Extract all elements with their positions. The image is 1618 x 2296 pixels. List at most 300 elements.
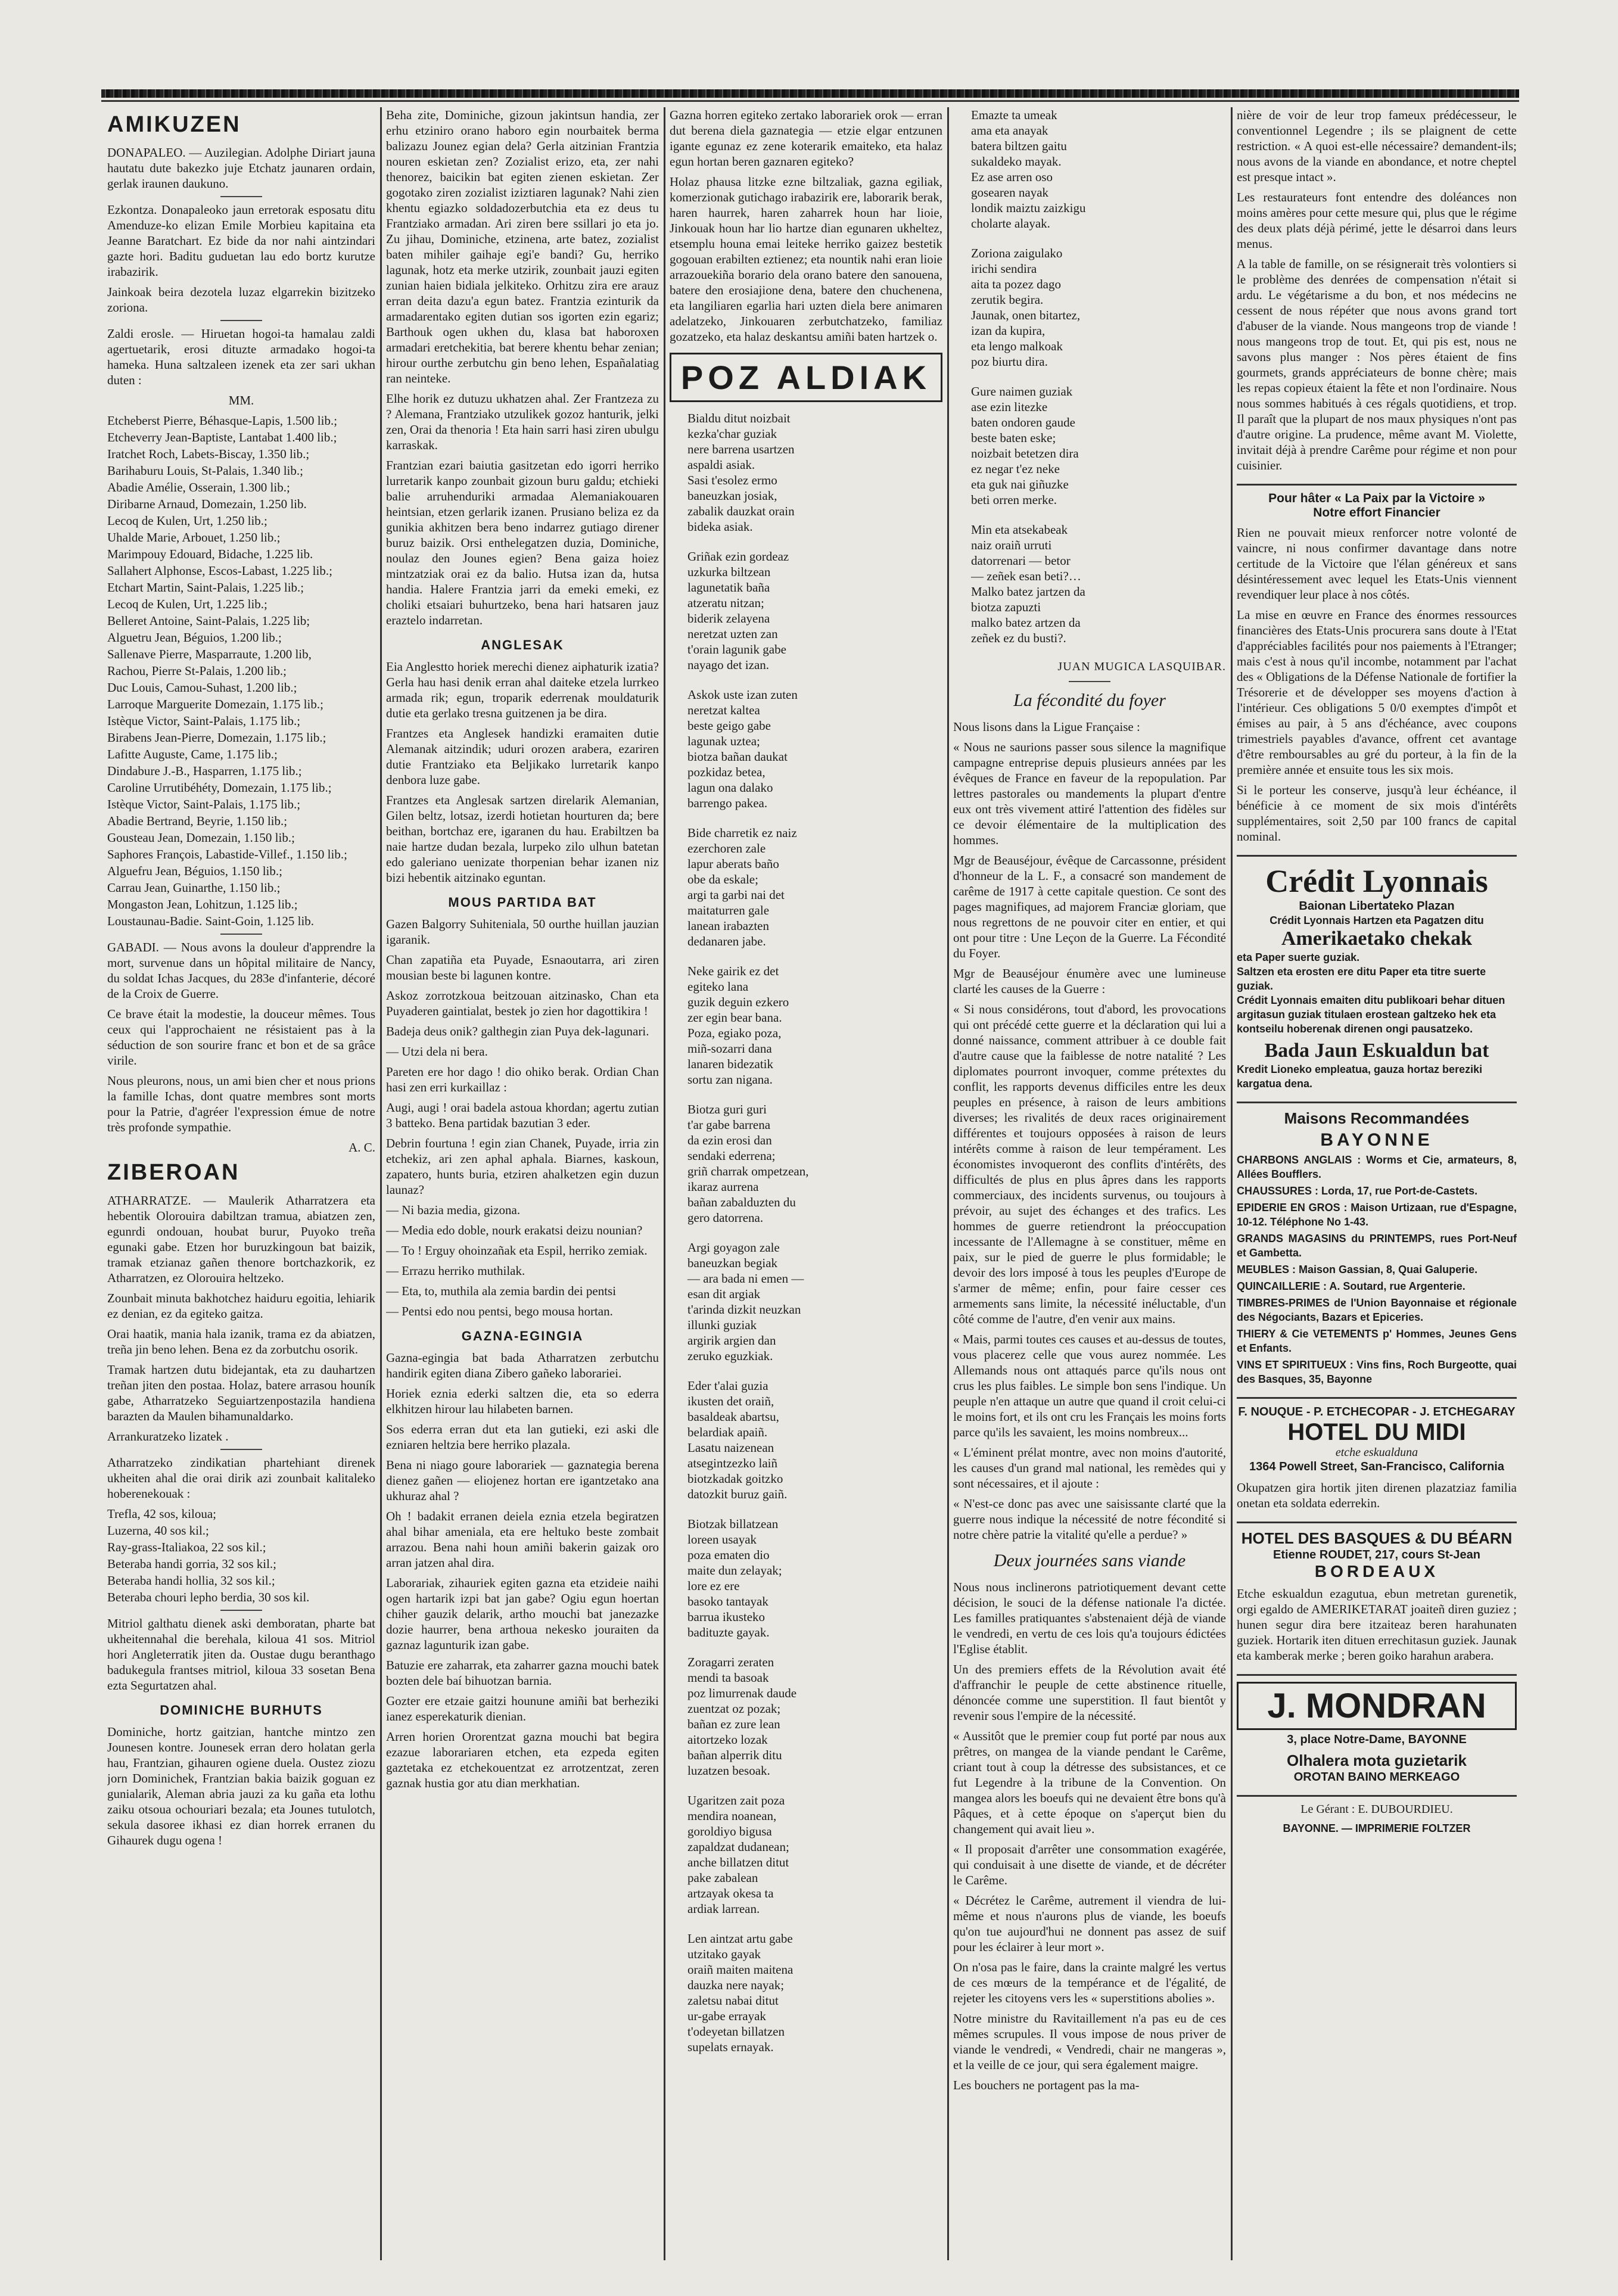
paragraph: Chan zapatiña eta Puyade, Esnaoutarra, ari ziren mousian beste bi lagunen kontre. (386, 953, 659, 982)
paragraph: Mgr de Beauséjour, évêque de Carcassonne, président d'honneur de la L. F., a consacré son mandement de carême de 1917 à cette capitale question. Ce sont des pages magnifiques, ad majorem Franciæ gloriam, que nous regrettons de ne pouvoir citer en entier, et qui ont pour titre : Une Leçon de la Guerre. La Fécondité du Foyer. (953, 853, 1226, 960)
verse-line: baten ondoren gaude (971, 415, 1075, 430)
verse-line: argi ta garbi nai det (687, 888, 785, 902)
verse-line: biderik zelayena (687, 611, 770, 626)
verse-line: poza ematen dio (687, 1548, 770, 1562)
verse-line: zuentzat oz pozak; (687, 1701, 781, 1716)
notice-subtitle: Notre effort Financier (1313, 506, 1440, 519)
list-item: Sallahert Alphonse, Escos-Labast, 1.225 lib.; (107, 564, 332, 578)
list-item: Dindabure J.-B., Hasparren, 1.175 lib.; (107, 764, 302, 778)
list-item: Barihaburu Louis, St-Palais, 1.340 lib.; (107, 463, 303, 478)
financial-notice (1237, 484, 1517, 844)
verse-line: atzeratu nitzan; (687, 596, 764, 610)
stanza (953, 384, 1226, 508)
paragraph: Orai haatik, mania hala izanik, trama ez da abiatzen, treña jin beno lehen. Bena ez da zorbutchu osorik. (107, 1327, 375, 1357)
paragraph: Arrankuratzeko lizatek . (107, 1429, 229, 1443)
verse-line: aita ta pozez dago (971, 277, 1061, 291)
verse-line: aitortzeko lozak (687, 1732, 768, 1747)
verse-line: nere barrena usartzen (687, 442, 795, 456)
list-item: Beteraba handi hollia, 32 sos kil.; (107, 1573, 275, 1588)
list-item: EPIDERIE EN GROS : Maison Urtizaan, rue d'Espagne, 10-12. Téléphone No 1-43. (1237, 1202, 1517, 1228)
paragraph: Gazna horren egiteko zertako laborariek orok — erran dut berena diela gaznategia — etzie elgar entzunen igante egunaz ez zene koterarik emaiteko, eta halaz egun hortan beren gaznaren egiteko? (670, 108, 942, 169)
verse-line: Len aintzat artu gabe (687, 1931, 793, 1946)
column-2 (386, 107, 659, 2260)
paragraph: Rien ne pouvait mieux renforcer notre volonté de vaincre, ni nous confirmer davantage dans notre certitude de la Victoire que l'élan généreux et sans désintéressement avec lequel les Etats-Unis viennent revendiquer leur place à nos côtés. (1237, 525, 1517, 602)
ad-line: Crédit Lyonnais emaiten ditu publikoari behar dituen argitasun guziak titulaen erostean galtzeko hek eta kontseilu hoberenak direnen ongi pausatzeko. (1237, 994, 1505, 1035)
verse-line: sortu zan nigana. (687, 1072, 773, 1087)
ad-line: Kredit Lioneko empleatua, gauza hortaz bereziki kargatua dena. (1237, 1063, 1483, 1090)
stanza (953, 522, 1226, 646)
footer (1237, 1795, 1517, 1835)
paragraph: Gozter ere etzaie gaitzi hounune amiñi bat berheziki ianez esperekaturik dienian. (386, 1694, 659, 1723)
list-item: Alguetru Jean, Béguios, 1.200 lib.; (107, 630, 282, 645)
verse-line: noizbait betetzen dira (971, 446, 1079, 461)
verse-line: baneuzkan begiak (687, 1256, 778, 1270)
list-item: Larroque Marguerite Domezain, 1.175 lib.; (107, 697, 323, 711)
verse-line: miñ-sozarri dana (687, 1041, 772, 1056)
verse-line: nayago det izan. (687, 658, 770, 672)
paragraph: Askoz zorrotzkoua beitzouan aitzinasko, Chan eta Puyaderen gaintialat, bestek jo zien hor dagottikira ! (386, 988, 659, 1018)
verse-line: guzik deguin ezkero (687, 995, 789, 1009)
paragraph: Un des premiers effets de la Révolution avait été d'affranchir le peuple de cette abstinence rituelle, dénoncée comme une superstition. Il faut bientôt y revenir sous l'empire de la nécessité. (953, 1662, 1226, 1723)
verse-line: sukaldeko mayak. (971, 154, 1062, 169)
list-item: Trefla, 42 sos, kiloua; (107, 1507, 216, 1521)
verse-line: basoko tantayak (687, 1594, 768, 1609)
paragraph: « L'éminent prélat montre, avec non moins d'autorité, les causes d'un grand mal national, les remèdes qui y sont nécessaires, et il ajoute : (953, 1445, 1226, 1491)
verse-line: zerutik begira. (971, 293, 1044, 307)
stanza (670, 825, 942, 949)
verse-line: illunki guziak (687, 1318, 757, 1332)
list-item: CHARBONS ANGLAIS : Worms et Cie, armateurs, 8, Allées Boufflers. (1237, 1154, 1517, 1180)
verse-line: Biotza guri guri (687, 1102, 767, 1116)
verse-line: biotza zapuzti (971, 600, 1041, 614)
ad-line-list (1237, 1153, 1517, 1386)
paragraph: DONAPALEO. — Auzilegian. Adolphe Diriart jauna hautatu dute bakezko juje Etchatz jaunaren ordain, gerlak iraunen daukuno. (107, 145, 375, 191)
verse-line: pozkidaz betea, (687, 765, 766, 779)
paragraph: Augi, augi ! orai badela astoua khordan; agertu zutian 3 batteko. Bena partidak bazutian 3 eder. (386, 1100, 659, 1130)
paragraph: Elhe horik ez dutuzu ukhatzen ahal. Zer Frantzeza zu ? Alemana, Frantziako utzulikek gozoz hanturik, jelki zen, Orai da thenoria ! Eta hain sarri hasi ziren ubulgu karraskak. (386, 391, 659, 452)
list-item: Alguefru Jean, Béguios, 1.150 lib.; (107, 864, 282, 878)
ad-line: eta Paper suerte guziak. (1237, 951, 1360, 963)
verse-line: Ez ase arren oso (971, 170, 1053, 184)
list-item: CHAUSSURES : Lorda, 17, rue Port-de-Castets. (1237, 1185, 1478, 1197)
paragraph: nière de voir de leur trop fameux prédécesseur, le conventionnel Legendre ; ils se plaignent de cette restriction. « A quoi est-elle nécessaire? demandent-ils; nous avons de la viande en abondance, et notre cheptel est presque intact ». (1237, 108, 1517, 184)
ad-title: HOTEL DES BASQUES & DU BÉARN (1241, 1529, 1513, 1547)
verse-line: londik maiztu zaizkigu (971, 201, 1086, 215)
divider (220, 196, 262, 197)
paragraph: Si le porteur les conserve, jusqu'à leur échéance, il bénéficie à ce moment de six mois d'intérêts supplémentaires, soit 2,50 par 100 francs de capital nominal. (1237, 783, 1517, 844)
verse-line: bideka asiak. (687, 519, 753, 534)
ad-line: Bada Jaun Eskualdun bat (1264, 1040, 1489, 1062)
stanza (953, 245, 1226, 369)
verse-line: Emazte ta umeak (971, 108, 1057, 122)
ad-title: Crédit Lyonnais (1265, 863, 1488, 899)
seed-price-list (107, 1506, 375, 1605)
verse-line: naiz oraiñ urruti (971, 538, 1052, 552)
verse-line: eta guk nai giñuzke (971, 477, 1069, 491)
ad-line: Baionan Libertateko Plazan (1299, 900, 1455, 913)
verse-line: lanaren bidezatik (687, 1057, 774, 1071)
verse-line: izan da kupira, (971, 323, 1046, 338)
verse-line: — ara bada ni emen — (687, 1271, 804, 1286)
verse-line: Ugaritzen zait poza (687, 1793, 785, 1807)
verse-line: goroldiyo bigusa (687, 1824, 772, 1838)
stanza (670, 1654, 942, 1778)
verse-line: gosearen nayak (971, 185, 1049, 200)
list-item: Sallenave Pierre, Masparraute, 1.200 lib, (107, 647, 312, 661)
verse-line: biotza bañan daukat (687, 749, 788, 764)
verse-line: ikaraz aurrena (687, 1180, 759, 1194)
column-4 (953, 107, 1226, 2260)
verse-line: beste baten eske; (971, 431, 1056, 445)
list-heading: MM. (228, 393, 254, 407)
paragraph: Okupatzen gira hortik jiten direnen plazatziaz familia onetan eta soldata ederrekin. (1237, 1480, 1517, 1510)
article-title: La fécondité du foyer (1013, 690, 1166, 710)
list-item: GRANDS MAGASINS du PRINTEMPS, rues Port-Neuf et Gambetta. (1237, 1233, 1517, 1259)
verse-line: pake zabalean (687, 1871, 758, 1885)
paragraph: GABADI. — Nous avons la douleur d'apprendre la mort, survenue dans un hôpital militaire de Nancy, du soldat Ichas Jacques, du 283e d'infanterie, décoré de la Croix de Guerre. (107, 940, 375, 1001)
paragraph: Badeja deus onik? galthegin zian Puya dek-lagunari. (386, 1024, 649, 1038)
column-3 (670, 107, 942, 2260)
paragraph: Frantzian ezari baiutia gasitzetan edo igorri herriko lurretarik kanpo zounbait gizoun buru galdu; etchieki balie arruhenduriki armadaa Alemaniakouaren heintsian, etzen gerlarik izanen. Prusiano beliza ez da gunikia akhitzen bera beno indarrez gutiago direner buruz baizik. Orsi enthelegatzen duzia, Dominiche, noulaz den Jounes egien? Bena gaiza hoiez mintzatziak orai ez da balio. Hutsa izan da, hutsa handia. Halere Frantzia jarri da emeki emeki, ez choliki etsaiari buhurtzeko, bena hari hatsaren jauz eraztelo indarretan. (386, 458, 659, 627)
stanza (953, 107, 1226, 231)
list-item: Loustaunau-Badie. Saint-Goin, 1.125 lib. (107, 914, 315, 928)
verse-line: supelats ernayak. (687, 2040, 774, 2054)
verse-line: cholarte alayak. (971, 216, 1050, 231)
paragraph: — Utzi dela ni bera. (386, 1044, 488, 1059)
paragraph: Nous pleurons, nous, un ami bien cher et nous prions la famille Ichas, dont quatre membres sont morts pour la Patrie, d'agréer l'expression émue de notre très profonde sympathie. (107, 1074, 375, 1134)
paragraph: Ce brave était la modestie, la douceur mêmes. Tous ceux qui l'approchaient ne résistaient pas à la séduction de son sourire franc et bon et de sa grâce virile. (107, 1007, 375, 1068)
paragraph: Ezkontza. Donapaleoko jaun erretorak esposatu ditu Amenduze-ko elizan Emile Morbieu kapitaina eta Jeanne Baratchart. Ez bide da nor nahi aintzindari gazte hori. Baditu guduetan lau edo bortz kurutze irabazirik. (107, 203, 375, 279)
paragraph: Beha zite, Dominiche, gizoun jakintsun handia, zer erhu etziniro orano haboro egin nourbaitek berma balizazu Jounez egian dela? Gerla aitzinian Frantzia nouren eskietan zen? Zozialist erizo, eta, zer nahi thenorez, baicikin bat egiten zienen eskietan. Zer gogotako ziren zozialist iziztiaren lagunak? Nahi zien khentu egiazko soldadozerbutchia eta ez deus tu Frantziako armadan. Ari ziren bere ssillari jo eta jo. Zu jihau, Dominiche, etzinena, arte batez, zozialist baten mihiler gaihaje egi'e bandi? Gu, herriko lagunak, hotz eta merke utzirik, zounbait jauzi egiten zunian haien bidiala jelkiteko. Orhitzu zira ere arauz erran deita dazu'a egun batez. Frantzia ezinturik da armadarentako egiten dutian sos igorten ezin egariz; Barthouk ogen ukhen du, klasa bat haboroxen armadari eretchekitia, bat berere khentu behar zenian; hirour ourthe zerbutchu gin beno lehen, Españalatiag ran neinteke. (386, 108, 659, 385)
paragraph: Laborariak, zihauriek egiten gazna eta etzideie naihi ogen hartarik izpi bat jan gabe? Ogiu egun hoertan chiher gauzik delarik, artho mouchi bat janezazke dozie haurrer, bena arthoua nekesko jouraiten da gaznaz lagunturik izan gabe. (386, 1576, 659, 1652)
verse-line: loreen usayak (687, 1532, 757, 1547)
list-item: Lecoq de Kulen, Urt, 1.250 lib.; (107, 514, 267, 528)
paragraph: Frantzes eta Anglesak sartzen direlarik Alemanian, Gilen beltz, lotsaz, izerdi hotietan hourturen da; bere beithan, bortchaz ere, igaranen du hau. Erabiltzen ba naie hartze dudan bezala, lurpeko zilo ulhun batetan edo galeriano uenizate thorpenian behar izanen niz bizi hebentik aitzinako eguntan. (386, 793, 659, 885)
paragraph: La mise en œuvre en France des énormes ressources financières des Etats-Unis procurera sans doute à l'Etat d'appréciables facilités pour nos paiements à l'Etranger; mais c'est à nous qu'il incombe, notamment par l'achat des « Obligations de la Défense Nationale de fortifier la Trésorerie et de développer ses moyens d'action à l'intérieur. Ces obligations 5 0/0 exemptes d'impôt et émises au pair, à 5 ans d'échéance, avec coupons trimestriels payables d'avance, offrent cet avantage d'être remboursables au gré du porteur, à la fin de la première année et ensuite tous les six mois. (1237, 608, 1517, 777)
paragraph: Mgr de Beauséjour énumère avec une lumineuse clarté les causes de la Guerre : (953, 966, 1226, 996)
list-item: Abadie Amélie, Osserain, 1.300 lib.; (107, 480, 290, 494)
top-rule-thin (101, 100, 1519, 102)
stanza (670, 687, 942, 811)
verse-line: mendi ta basoak (687, 1670, 769, 1685)
verse-line: — zeñek esan beti?… (971, 569, 1081, 583)
list-item: Etcheverry Jean-Baptiste, Lantabat 1.400 lib.; (107, 430, 337, 444)
list-item: Istèque Victor, Saint-Palais, 1.175 lib.; (107, 797, 301, 811)
verse-line: Eder t'alai guzia (687, 1379, 768, 1393)
verse-line: mendira noanean, (687, 1809, 777, 1823)
list-item: Mongaston Jean, Lohitzun, 1.125 lib.; (107, 897, 298, 911)
ad-line: OROTAN BAINO MERKEAGO (1293, 1771, 1460, 1784)
verse-line: t'orain lagunik gabe (687, 642, 786, 657)
ad-city: BAYONNE (1320, 1130, 1433, 1150)
paragraph: — Eta, to, muthila ala zemia bardin dei pentsi (386, 1284, 617, 1298)
verse-line: Lasatu naizenean (687, 1441, 774, 1455)
verse-line: Biotzak billatzean (687, 1517, 779, 1531)
verse-line: poz biurtu dira. (971, 354, 1048, 369)
gerant-line: Le Gérant : E. DUBOURDIEU. (1300, 1803, 1453, 1816)
paragraph: — Media edo doble, nourk erakatsi deizu nounian? (386, 1223, 643, 1237)
article-title: Deux journées sans viande (993, 1551, 1186, 1570)
ad-title: HOTEL DU MIDI (1287, 1419, 1466, 1445)
column-rule (380, 107, 382, 2260)
verse-line: argirik argien dan (687, 1333, 776, 1348)
verse-line: uzkurka biltzean (687, 565, 771, 579)
verse-line: beti orren merke. (971, 493, 1057, 507)
stanza (670, 1378, 942, 1502)
verse-line: artzayak okesa ta (687, 1886, 774, 1900)
list-item: THIERY & Cie VETEMENTS p' Hommes, Jeunes Gens et Enfants. (1237, 1328, 1517, 1354)
paragraph: « Si nous considérons, tout d'abord, les provocations qui ont précédé cette guerre et la déclaration qui lui a donné naissance, comment attribuer à ce double fait d'autre cause que la faiblesse de notre natalité ? Les diplomates pourront invoquer, comme prétextes du conflit, les rapports devenus difficiles entre les deux peuples en présence, à raison de leurs ambitions diverses; les rivalités de deux races originairement différentes et toujours opposées à raison de leurs intérêts comme à raison de leur tempérament. Les économistes invoqueront des conflits d'intérêts, des difficultés de plus en plus âpres dans les rapports commerciaux, des incidents survenus, ou toujours à prévoir, au sujet des échanges et des trafics. Les hommes de guerre retiendront la préoccupation incessante de l'Allemagne à se constituer, même en paix, sur le pied de guerre le plus formidable; le devoir des lors imposé à tous les peuples d'Europe de s'armer de même; enfin, pour faire cesser ces armements sans limite, la nécessité inéluctable, d'un côté comme de l'autre, d'en venir aux mains. (953, 1002, 1226, 1326)
list-item: VINS ET SPIRITUEUX : Vins fins, Roch Burgeotte, quai des Basques, 35, Bayonne (1237, 1359, 1517, 1385)
paragraph: Zaldi erosle. — Hiruetan hogoi-ta hamalau zaldi agertuetarik, erosi dituzte armadako hogoi-ta hameka. Huna saltzaleen izenek eta zer sari ukhan duten : (107, 326, 375, 387)
verse-line: gero datorrena. (687, 1211, 764, 1225)
verse-line: anche billatzen ditut (687, 1855, 789, 1869)
verse-line: lore ez ere (687, 1579, 740, 1593)
list-item: Istèque Victor, Saint-Palais, 1.175 lib.; (107, 714, 301, 728)
verse-line: ezerchoren zale (687, 841, 766, 855)
verse-line: Jaunak, onen bitartez, (971, 308, 1081, 322)
verse-line: lagun ona dalako (687, 780, 773, 795)
stanza (670, 1102, 942, 1225)
poem-title: POZ ALDIAK (670, 353, 942, 402)
paragraph: Arren horien Ororentzat gazna mouchi bat begira ezazue laborariaren etchen, eta ezpeda egiten gaztetaka ez etchekouentzat ez arrotzentzat, zeren gaznak hustia gor atu dian merkhatian. (386, 1729, 659, 1790)
paragraph: Batuzie ere zaharrak, eta zaharrer gazna mouchi batek bozten dele baí bihuotzan barnia. (386, 1658, 659, 1688)
verse-line: neretzat uzten zan (687, 627, 778, 641)
paragraph: « Décrétez le Carême, autrement il viendra de lui-même et nous n'aurons plus de viande, les boeufs qu'on tue aujourd'hui ne donnent pas assez de suif pour les éclairer à leur mort ». (953, 1893, 1226, 1954)
verse-line: bañan ez zure lean (687, 1717, 780, 1731)
ad-line: Crédit Lyonnais Hartzen eta Pagatzen ditu (1269, 914, 1484, 926)
verse-line: Malko batez jartzen da (971, 584, 1085, 599)
verse-line: zaletsu nabai ditut (687, 1993, 779, 2008)
paragraph: Nous lisons dans la Ligue Française : (953, 720, 1140, 734)
stanza (670, 410, 942, 534)
verse-line: neretzat kaltea (687, 703, 760, 717)
verse-line: lagunak uztea; (687, 734, 760, 748)
verse-line: Neke gairik ez det (687, 964, 779, 978)
paragraph: Gazna-egingia bat bada Atharratzen zerbutchu handirik egiten diana Zibero gañeko laborariei. (386, 1351, 659, 1380)
verse-line: beste geigo gabe (687, 718, 771, 733)
list-item: Lecoq de Kulen, Urt, 1.225 lib.; (107, 597, 267, 611)
verse-line: ikusten det oraiñ, (687, 1394, 774, 1408)
list-item: Etcheberst Pierre, Béhasque-Lapis, 1.500 lib.; (107, 413, 338, 428)
verse-line: ama eta anayak (971, 123, 1048, 138)
ad-city: BORDEAUX (1314, 1562, 1439, 1581)
paragraph: Etche eskualdun ezagutua, ebun metretan gurenetik, orgi egaldo de AMERIKETARAT joaiteñ diren guziez ; hunen segur dira bere itzaiteaz beren harahunaten guziek. Hortarik iten dituen errechitasun guziek. Jaunak eta kamberak merke ; beren goiko harahun arabera. (1237, 1586, 1517, 1663)
list-item: Abadie Bertrand, Beyrie, 1.150 lib.; (107, 814, 288, 828)
article-title: GAZNA-EGINGIA (461, 1329, 584, 1343)
paragraph: Frantzes eta Anglesek handizki eramaiten dutie Alemanak aitzindik; uduri orozen arabera, ezariren dutie Frantziako eta Beljikako lurretarik kanpo denbora luze gabe. (386, 726, 659, 787)
list-item: TIMBRES-PRIMES de l'Union Bayonnaise et régionale des Négociants, Bazars et Epiceries. (1237, 1297, 1517, 1323)
paragraph: « N'est-ce donc pas avec une saisissante clarté que la guerre nous indique la nécessité de notre fécondité si notre chère patrie la vitalité qu'elle a perdue? » (953, 1497, 1226, 1542)
ad-maisons (1237, 1102, 1517, 1386)
section-heading-amikuzen: AMIKUZEN (107, 112, 241, 137)
verse-line: obe da eskale; (687, 872, 758, 886)
verse-line: maite dun zelayak; (687, 1563, 782, 1578)
seller-list (107, 413, 375, 929)
verse-line: baneuzkan josiak, (687, 489, 777, 503)
verse-line: sendaki ederrena; (687, 1149, 776, 1163)
paragraph: — Errazu herriko muthilak. (386, 1264, 525, 1278)
verse-line: poz limurrenak daude (687, 1686, 797, 1700)
paragraph: Horiek eznia ederki saltzen die, eta so ederra elkhitzen hirour lau hilabeten barnen. (386, 1386, 659, 1416)
verse-line: t'arinda dizkit neuzkan (687, 1302, 801, 1317)
divider (1069, 681, 1110, 682)
paragraph: Tramak hartzen dutu bidejantak, eta zu dauhartzen treñan jiten den postaa. Holaz, batere arrasou houník gabe, Atharratzeko Seguiartzenpostazila handiena barazten da Maulen bihamunaldarko. (107, 1362, 375, 1423)
verse-line: lapur aberats baño (687, 857, 779, 871)
verse-line: Min eta atsekabeak (971, 522, 1068, 537)
list-item: Marimpouy Edouard, Bidache, 1.225 lib. (107, 547, 313, 561)
verse-line: griñ charrak ompetzean, (687, 1164, 809, 1178)
paragraph: ATHARRATZE. — Maulerik Atharratzera eta hebentik Olorouira dabiltzan tramua, abiatzen zen, egunrdi ondouan, houbat burur, Puyoko treña egunaki gabe. Etzen hor buruzkingoun bat baizik, tramak etzianaz gañen thenore bortchazkorik, ez Atharratzen, ez Olorouira heltzeko. (107, 1193, 375, 1285)
paragraph: « Aussitôt que le premier coup fut porté par nous aux prêtres, on mangea de la viande pendant le Carême, criant tout à coup la détresse des subsistances, et ce fut Legendre à la tribune de la Convention. On mangea alors les boeufs qui ne devaient être bons qu'à Pâques, et à cette époque on s'aperçut bien du changement qui avait lieu ». (953, 1729, 1226, 1836)
verse-line: Argi goyagon zale (687, 1240, 780, 1255)
article-title: DOMINICHE BURHUTS (160, 1703, 323, 1718)
ad-line: Amerikaetako chekak (1281, 928, 1473, 950)
verse-line: lagunetatik baña (687, 580, 770, 595)
verse-line: badituzte gayak. (687, 1625, 770, 1639)
column-rule (947, 107, 949, 2260)
verse-line: Gure naimen guziak (971, 384, 1073, 399)
list-item: Rachou, Pierre St-Palais, 1.200 lib.; (107, 664, 287, 678)
top-rule (101, 89, 1519, 98)
list-item: Duc Louis, Camou-Suhast, 1.200 lib.; (107, 680, 297, 695)
verse-line: bañan zabalduzten du (687, 1195, 796, 1209)
column-5 (1237, 107, 1517, 2260)
paragraph: Notre ministre du Ravitaillement n'a pas eu de ces mêmes scrupules. Il vous impose de nous priver de viande le vendredi, « Vendredi, chair ne mangeras », et la veille de ce jour, qui sera également maigre. (953, 2011, 1226, 2072)
paragraph: Dominiche, hortz gaitzian, hantche mintzo zen Jounesen kontre. Jounesek erran dero holatan gerla hau, Frantzian, gihauren ogiene duela. Oustez ziozu jorn Dominichek, Frantzian bakia baizik goguan ez gunialarik, Aleman abria jauzi za ku gaña eta lothu zaiku otsoua ochouriari bezala; eta Jounes tutulotch, sekula dasoree ikhasi ez dian horrek erranen du Gihaurek dugu ogena ! (107, 1725, 375, 1847)
verse-line: zeruko eguzkiak. (687, 1349, 773, 1363)
verse-line: ez negar t'ez neke (971, 462, 1060, 476)
list-item: Beteraba chouri lepho berdia, 30 sos kil. (107, 1590, 310, 1604)
verse-line: irichi sendira (971, 262, 1037, 276)
ad-mondran (1237, 1674, 1517, 1784)
verse-line: datorrenari — betor (971, 553, 1071, 568)
paragraph: Les restaurateurs font entendre des doléances non moins amères pour cette mesure qui, plus que le régime des deux plats déjà périmé, jette le désarroi dans leurs menus. (1237, 190, 1517, 251)
ad-hotel-du-midi (1237, 1397, 1517, 1511)
verse-line: luzatzen besoak. (687, 1763, 770, 1778)
list-item: Beteraba handi gorria, 32 sos kil.; (107, 1557, 277, 1571)
stanza (670, 963, 942, 1087)
verse-line: zapaldzat dudanean; (687, 1840, 789, 1854)
verse-line: Bide charretik ez naiz (687, 826, 797, 840)
verse-line: batera biltzen gaitu (971, 139, 1067, 153)
paragraph: « Nous ne saurions passer sous silence la magnifique campagne entreprise depuis plusieurs années par les évêques de France en faveur de la repopulation. Par lettres pastorales ou mandements la plupart d'entre eux ont très vivement attiré l'attention des fidèles sur ce devoir élémentaire de la multiplication des hommes. (953, 740, 1226, 847)
verse-line: lanean irabazten (687, 919, 769, 933)
verse-line: belardiak apaiñ. (687, 1425, 768, 1439)
verse-line: bañan alperrik ditu (687, 1748, 782, 1762)
stanza (670, 1240, 942, 1364)
paragraph: « Mais, parmi toutes ces causes et au-dessus de toutes, vous placerez celle que vous aurez nommée. Les Allemands nous ont attaqués parce qu'ils nous ont crus les plus faibles. Le simple bon sens l'indique. Un peuple n'en attaque un autre que quand il croit celui-ci le moins fort, et ils ont cru les Français les moins forts parce qu'ils les savaient, les moins nombreux... (953, 1332, 1226, 1439)
paragraph: Eia Anglestto horiek merechi dienez aiphaturik izatia? Gerla hau hasi denik erran ahal daiteke etzela lurrkeo armada rik; egun, troparik ederrenak mouldaturik dutie eta gerlako tresna guitzenen ja be dira. (386, 659, 659, 720)
verse-line: Zoragarri zeraten (687, 1655, 774, 1669)
verse-line: t'ar gabe barrena (687, 1118, 771, 1132)
verse-line: da ezin erosi dan (687, 1133, 772, 1147)
list-item: Etchart Martin, Saint-Palais, 1.225 lib.; (107, 580, 304, 595)
ad-line: Olhalera mota guzietarik (1287, 1751, 1467, 1769)
verse-line: Poza, egiako poza, (687, 1026, 782, 1040)
ad-line: 1364 Powell Street, San-Francisco, California (1249, 1460, 1504, 1473)
verse-line: datozkit buruz gaiñ. (687, 1487, 788, 1501)
verse-line: kezka'char guziak (687, 427, 777, 441)
verse-line: Askok uste izan zuten (687, 687, 798, 702)
paragraph: Nous nous inclinerons patriotiquement devant cette décision, le souci de la défense nationale l'a dictée. Les familles pratiquantes s'abstenaient déjà de viande le vendredi, en vertu de ces lois qu'a toujours édictées l'Eglise établit. (953, 1580, 1226, 1656)
paragraph: Oh ! badakit erranen deiela eznia etzela begiratzen ahal bihar ameniala, eta ere heltuko beste zombait arrazou. Bena nahi houn amiñi bakerin gaizak oro arran jatzen ahal dira. (386, 1509, 659, 1570)
verse-line: utzitako gayak (687, 1947, 761, 1961)
article-title: ANGLESAK (481, 637, 564, 652)
paragraph: Atharratzeko zindikatian phartehiant direnek ukheiten ahal die orai dirik azi zounbait kalitaleko hoberenekouak : (107, 1455, 375, 1501)
verse-line: barrengo pakea. (687, 796, 768, 810)
column-rule (664, 107, 665, 2260)
verse-line: barrua ikusteko (687, 1610, 766, 1624)
article-title: MOUS PARTIDA BAT (448, 895, 597, 910)
verse-line: zabalik dauzkat orain (687, 504, 795, 518)
list-item: Caroline Urrutibéhéty, Domezain, 1.175 lib.; (107, 780, 332, 795)
printer-line: BAYONNE. — IMPRIMERIE FOLTZER (1283, 1822, 1471, 1834)
verse-line: zer egin bear bana. (687, 1010, 782, 1025)
ad-line: F. NOUQUE - P. ETCHECOPAR - J. ETCHEGARAY (1238, 1405, 1516, 1418)
list-item: Luzerna, 40 sos kil.; (107, 1523, 209, 1538)
paragraph: Bena ni niago goure laborariek — gaznategia berena dienez gañen — eliojenez hortan ere igantzetako ana ukhuraz ahal ? (386, 1458, 659, 1503)
verse-line: oraiñ maiten maitena (687, 1962, 794, 1977)
list-item: Iratchet Roch, Labets-Biscay, 1.350 lib.; (107, 447, 310, 461)
ad-line: etche eskualduna (1335, 1446, 1418, 1459)
divider (220, 1610, 262, 1611)
stanza (670, 1516, 942, 1640)
paragraph: Zounbait minuta bakhotchez haiduru egoitia, lehiarik ez denian, ez da egiteko gaitza. (107, 1291, 375, 1321)
paragraph: Sos ederra erran dut eta lan gutieki, ezi aski dle ezniaren heltzia bere herriko plazala. (386, 1422, 659, 1452)
verse-line: eta lengo malkoak (971, 339, 1063, 353)
verse-line: biotzkadak goitzko (687, 1471, 783, 1486)
paragraph: Holaz phausa litzke ezne biltzaliak, gazna egiliak, komerzionak gutichago irabazirik ere, laborarik berak, haren haurrek, haren zaharrek houn har lioie, Jinkouak houn har lio hartze dian egunaren ukheltez, etsemplu houna emai leiteke herriko gaizez bestetik gogouan erabilten eztienez; eta nountik nahi eran lioie arrazouekiña borario dela orano batere den sanouena, batere den erosiajione dena, batere den chuchenena, eta langiliaren egarlia hari uzten diela bere animaren adelatzeko, Jinkouaren zerbutchatzeko, familiaz gozatzeko, eta halaz deskantsu amiñi baten hartzek o. (670, 175, 942, 344)
paragraph: Mitriol galthatu dienek aski demboratan, pharte bat ukheitennahal die berehala, kiloua 41 sos. Mitriol hori Angleterratik jiten da. Oustae dugu beranthago badukegula frantses mitriol, kiloua 33 sosetan Bena ezta Segurtatzen ahal. (107, 1616, 375, 1693)
list-item: Carrau Jean, Guinarthe, 1.150 lib.; (107, 881, 281, 895)
ad-line: 3, place Notre-Dame, BAYONNE (1287, 1733, 1467, 1746)
ad-line: Etienne ROUDET, 217, cours St-Jean (1273, 1548, 1480, 1561)
verse-line: ardiak larrean. (687, 1902, 760, 1916)
paragraph: — Ni bazia media, gizona. (386, 1203, 521, 1217)
divider (220, 1449, 262, 1450)
ad-credit-lyonnais (1237, 855, 1517, 1091)
ad-line: Saltzen eta erosten ere ditu Paper eta titre suerte guziak. (1237, 966, 1486, 992)
divider (220, 934, 262, 935)
paragraph: Gazen Balgorry Suhiteniala, 50 ourthe huillan jauzian igaranik. (386, 917, 659, 947)
list-item: Gousteau Jean, Domezain, 1.150 lib.; (107, 830, 295, 845)
list-item: Diribarne Arnaud, Domezain, 1.250 lib. (107, 497, 307, 511)
list-item: Birabens Jean-Pierre, Domezain, 1.175 lib.; (107, 730, 326, 745)
verse-line: zeñek ez du busti?. (971, 631, 1066, 645)
verse-line: Sasi t'esolez ermo (687, 473, 777, 487)
paragraph: Debrin fourtuna ! egin zian Chanek, Puyade, irria zin etchekiz, ari zen aphal aphala. Biarnes, kaskoun, zapatero, hunts buria, etziren ahalketzen egin duzun launaz? (386, 1136, 659, 1197)
stanza (670, 1793, 942, 1917)
verse-line: ur-gabe errayak (687, 2009, 766, 2023)
paragraph: Les bouchers ne portagent pas la ma- (953, 2078, 1140, 2092)
verse-line: Griñak ezin gordeaz (687, 549, 789, 564)
list-item: Belleret Antoine, Saint-Palais, 1.225 lib; (107, 614, 310, 628)
paragraph: Pareten ere hor dago ! dio ohiko berak. Ordian Chan hasi zen erri kurkaillaz : (386, 1065, 659, 1094)
poem-verses (953, 107, 1226, 646)
paragraph: « Il proposait d'arrêter une consommation exagérée, qui conduisait à une disette de viande, et de décréter le Carême. (953, 1842, 1226, 1887)
list-item: Saphores François, Labastide-Villef., 1.150 lib.; (107, 847, 347, 861)
verse-line: egiteko lana (687, 979, 749, 994)
verse-line: Bialdu ditut noizbait (687, 411, 791, 425)
notice-title: Pour hâter « La Paix par la Victoire » (1268, 491, 1485, 505)
verse-line: malko batez artzen da (971, 615, 1081, 630)
list-item: QUINCAILLERIE : A. Soutard, rue Argenterie. (1237, 1280, 1465, 1292)
column-rule (1231, 107, 1233, 2260)
ad-title: J. MONDRAN (1237, 1682, 1517, 1730)
verse-line: t'odeyetan billatzen (687, 2024, 785, 2039)
paragraph: Jainkoak beira dezotela luzaz elgarrekin bizitzeko zoriona. (107, 285, 375, 315)
